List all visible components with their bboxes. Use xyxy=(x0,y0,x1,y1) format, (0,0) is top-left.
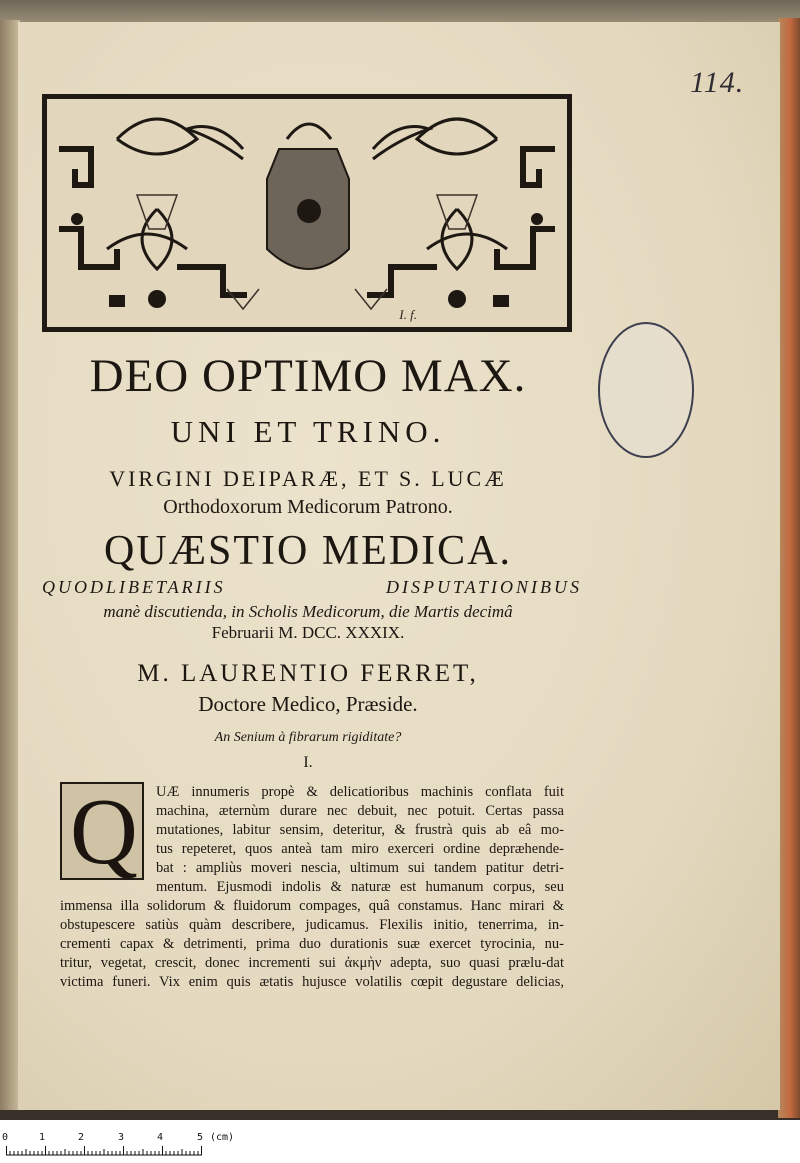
text-line: tus repeteret, quos anteà tam miro exerceri ordine depræhende- xyxy=(156,841,564,857)
scale-label-4: 4 xyxy=(157,1132,164,1143)
decorated-initial xyxy=(60,782,144,880)
book-page xyxy=(18,22,780,1110)
scale-label-1: 1 xyxy=(39,1132,46,1143)
text-line: machina, æternùm durare nec debuit, nec potuit. Certas passa xyxy=(156,803,564,819)
patrono-line: Orthodoxorum Medicorum Patrono. xyxy=(163,496,453,518)
stamp-text xyxy=(606,332,690,452)
scale-label-2: 2 xyxy=(78,1132,85,1143)
text-line: UÆ innumeris propè & delicatioribus machinis conflata fuit xyxy=(156,784,564,800)
initial-letter: Q xyxy=(70,782,138,880)
question-line: An Senium à fibrarum rigiditate? xyxy=(214,730,402,745)
scale-ruler xyxy=(6,1146,202,1156)
engraver-mark: I. f. xyxy=(399,307,417,322)
text-line: crementi capax & detrimenti, prima duo durationis suæ exercet tyrocinia, nu- xyxy=(60,936,564,952)
virgini-line: VIRGINI DEIPARÆ, ET S. LUCÆ xyxy=(109,466,507,491)
date-line: Februarii M. DCC. XXXIX. xyxy=(211,623,405,642)
section-number: I. xyxy=(303,754,313,771)
ornamental-headpiece xyxy=(42,94,572,332)
text-line: obstupescere satiùs quàm describere, judicamus. Flexilis initio, tenerrima, in- xyxy=(60,917,564,933)
text-line: mentum. Ejusmodi indolis & naturæ est humanum corpus, seu xyxy=(156,879,564,895)
quodlibet-line: QUODLIBETARIIS DISPUTATIONIBUS xyxy=(42,577,582,597)
text-line: victima funeri. Vix enim quis ætatis hujusce volatilis cœpit degustare delicias, xyxy=(60,974,564,990)
scale-unit-label: (cm) xyxy=(210,1132,235,1143)
doctor-line: Doctore Medico, Præside. xyxy=(198,692,418,716)
scale-label-5: 5 xyxy=(197,1132,204,1143)
book-gutter xyxy=(0,20,20,1110)
uni-et-trino: UNI ET TRINO. xyxy=(170,414,446,449)
scale-label-3: 3 xyxy=(118,1132,125,1143)
text-line: bat : ampliùs moveri nescia, ultimum sui tandem patitur detri- xyxy=(156,860,564,876)
scale-label-0: 0 xyxy=(2,1132,9,1143)
mane-line: manè discutienda, in Scholis Medicorum, die Martis decimâ xyxy=(103,602,513,621)
book-edge-right xyxy=(778,18,800,1118)
text-line: tritur, vegetat, crescit, donec incrementi sui ἀκμὴν adepta, suo quasi prælu-dat xyxy=(60,955,564,971)
library-stamp xyxy=(598,322,694,458)
text-line: mutationes, labitur sensim, deteritur, & frustrà quis ab eâ mo- xyxy=(156,822,564,838)
book-edge-top xyxy=(0,0,800,24)
praeses-name: M. LAURENTIO FERRET, xyxy=(137,660,479,687)
dedication-heading: DEO OPTIMO MAX. xyxy=(89,350,527,402)
folio-number: 114. xyxy=(690,66,745,99)
headpiece-engraving xyxy=(47,99,567,327)
quaestio-heading: QUÆSTIO MEDICA. xyxy=(104,528,512,574)
text-line: immensa illa solidorum & fluidorum compages, quâ constamus. Hanc mirari & xyxy=(60,898,564,914)
